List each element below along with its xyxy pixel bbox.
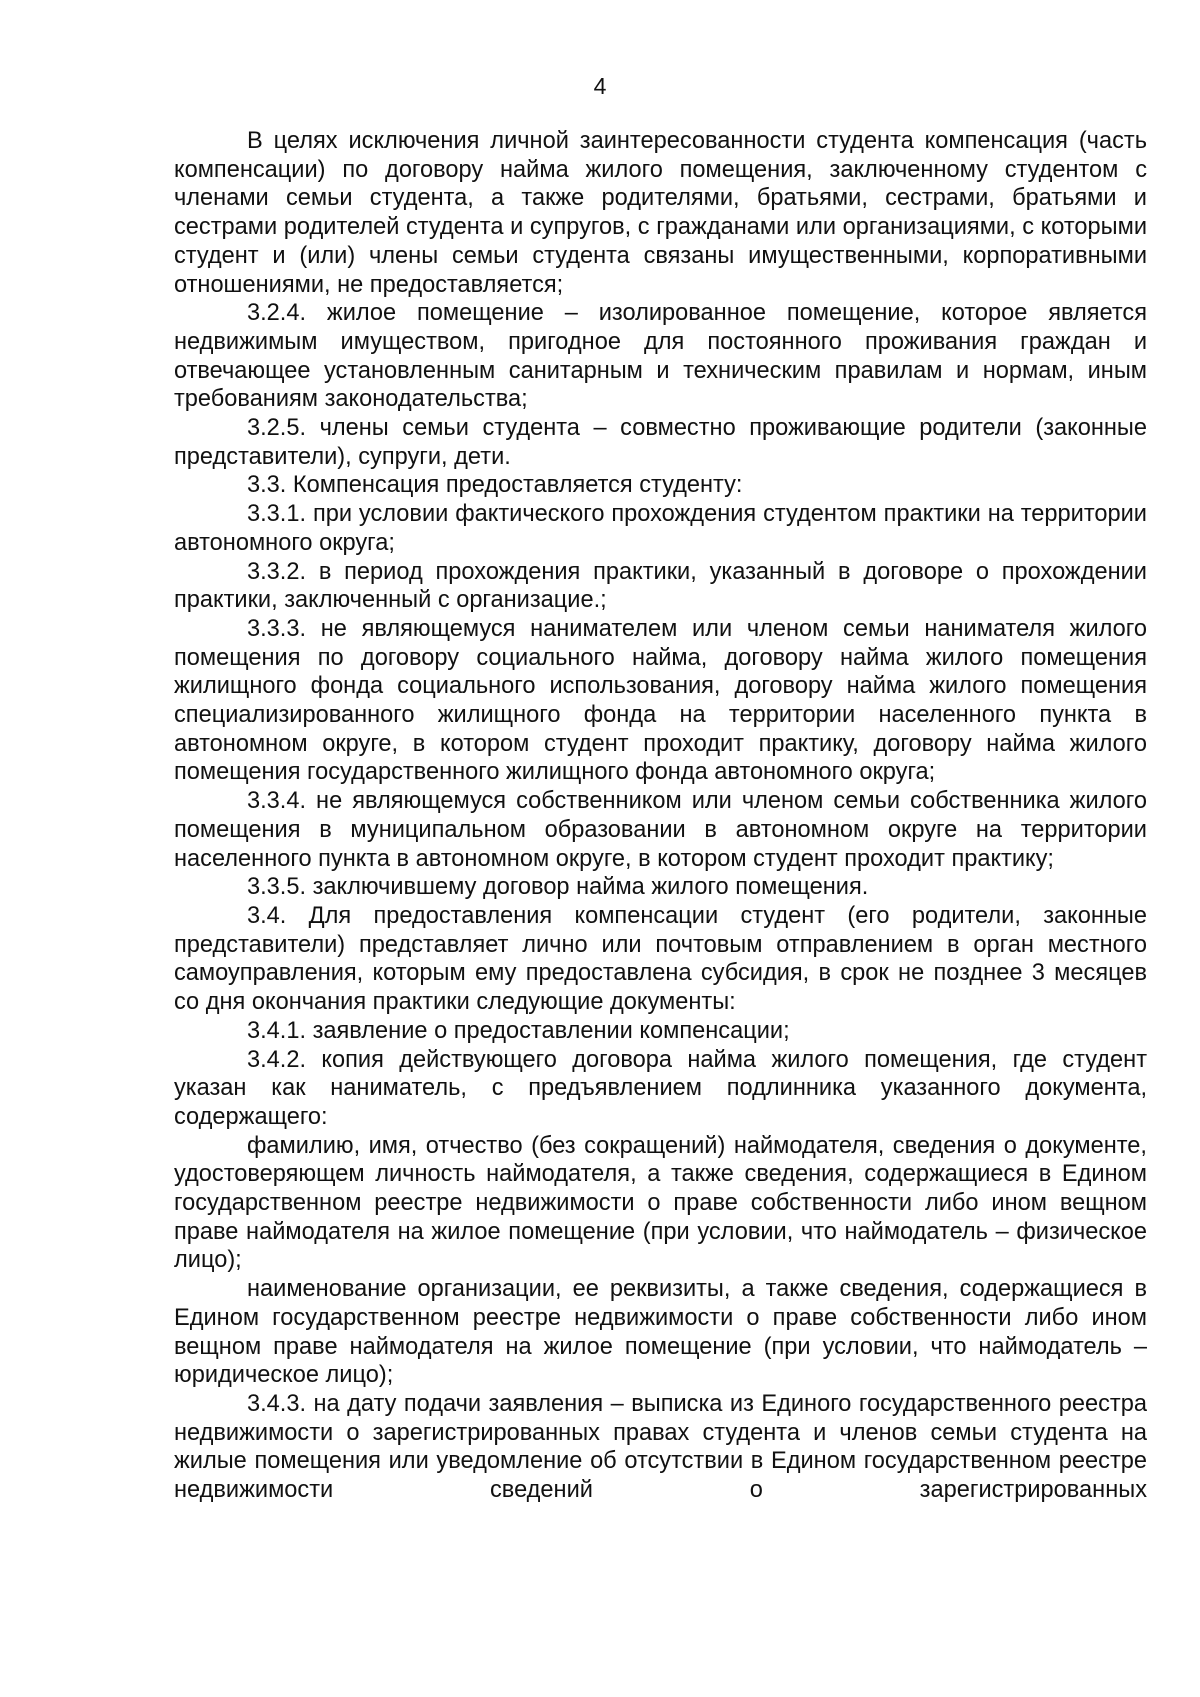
paragraph: 3.3. Компенсация предоставляется студенту: xyxy=(247,472,743,499)
paragraph: 3.2.5. члены семьи студента – совместно проживающие родители (законные представители), супруги, дети. xyxy=(174,415,1147,470)
paragraph: 3.3.5. заключившему договор найма жилого помещения. xyxy=(247,874,869,901)
paragraph: 3.3.1. при условии фактического прохождения студентом практики на территории автономного округа; xyxy=(174,501,1147,556)
paragraph: 3.4. Для предоставления компенсации студент (его родители, законные представители) представляет лично или почтовым отправлением в орган местного самоуправления, которым ему предоставлена субсидия, в срок не позднее 3 месяцев со дня окончания практики следующие документы: xyxy=(174,902,1147,1016)
paragraph: 3.4.2. копия действующего договора найма жилого помещения, где студент указан как наниматель, с предъявлением подлинника указанного документа, содержащего: xyxy=(174,1046,1147,1130)
document-body xyxy=(174,127,1147,1505)
paragraph: 3.3.4. не являющемуся собственником или членом семьи собственника жилого помещения в муниципальном образовании в автономном округе на территории населенного пункта в автономном округе, в котором студент проходит практику; xyxy=(174,788,1147,872)
paragraph: 3.3.2. в период прохождения практики, указанный в договоре о прохождении практики, заключенный с организацие.; xyxy=(174,558,1147,614)
paragraph: В целях исключения личной заинтересованности студента компенсация (часть компенсации) по договору найма жилого помещения, заключенному студентом с членами семьи студента, а также родителями, братьями, сестрами, братьями и сестрами родителей студента и супругов, с гражданами или организациями, с которыми студент и (или) члены семьи студента связаны имущественными, корпоративными отношениями, не предоставляется; xyxy=(174,128,1147,298)
paragraph: 3.4.1. заявление о предоставлении компенсации; xyxy=(247,1017,790,1044)
paragraph: 3.3.3. не являющемуся нанимателем или членом семьи нанимателя жилого помещения по договору социального найма, договору найма жилого помещения жилищного фонда социального использования, договору найма жилого помещения специализированного жилищного фонда на территории населенного пункта в автономном округе, в котором студент проходит практику, договору найма жилого помещения государственного жилищного фонда автономного округа; xyxy=(174,615,1147,786)
paragraph: наименование организации, ее реквизиты, а также сведения, содержащиеся в Едином государственном реестре недвижимости о праве собственности либо ином вещном праве наймодателя на жилое помещение (при условии, что наймодатель – юридическое лицо); xyxy=(174,1276,1147,1389)
paragraph: фамилию, имя, отчество (без сокращений) наймодателя, сведения о документе, удостоверяющем личность наймодателя, а также сведения, содержащиеся в Едином государственном реестре недвижимости о праве собственности либо ином вещном праве наймодателя на жилое помещение (при условии, что наймодатель – физическое лицо); xyxy=(174,1132,1147,1274)
paragraph: 3.4.3. на дату подачи заявления – выписка из Единого государственного реестра недвижимости о зарегистрированных правах студента и членов семьи студента на жилые помещения или уведомление об отсутствии в Едином государственном реестре недвижимости сведений о зарегистрированных xyxy=(174,1390,1147,1504)
paragraph: 3.2.4. жилое помещение – изолированное помещение, которое является недвижимым имуществом, пригодное для постоянного проживания граждан и отвечающее установленным санитарным и техническим правилам и нормам, иным требованиям законодательства; xyxy=(174,300,1147,413)
page-number: 4 xyxy=(593,73,607,99)
